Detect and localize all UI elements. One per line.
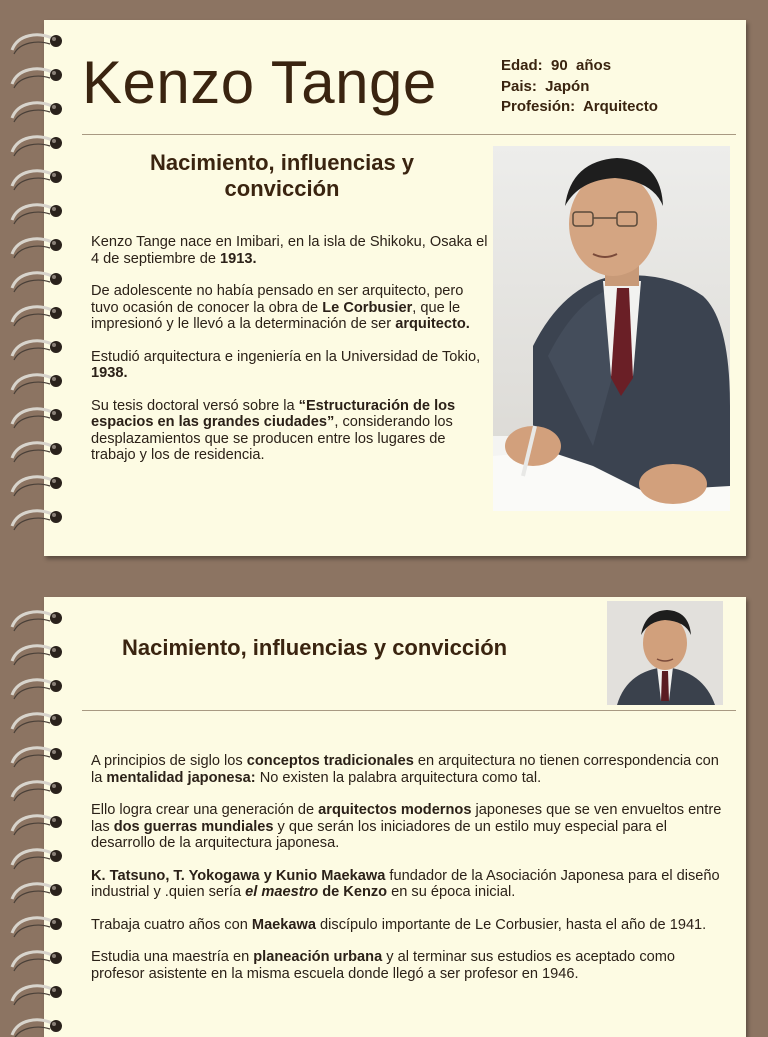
text-run: discípulo importante de Le Corbusier, hasta el año de 1941. — [316, 916, 707, 933]
paragraph — [91, 868, 731, 901]
text-run: Ello logra crear una generación de — [91, 802, 319, 818]
text-run: De adolescente no había pensado en ser arquitecto, pero tuvo ocasión de conocer la obra de — [91, 283, 464, 316]
spiral-binding-icon — [8, 597, 88, 1037]
text-run: Estudia una maestría en — [91, 949, 254, 965]
paragraph — [91, 234, 493, 267]
info-profession: Profesión: Arquitecto — [501, 98, 658, 115]
text-run: Trabaja cuatro años con — [91, 916, 252, 933]
slide-1 — [44, 20, 746, 556]
paragraph — [91, 283, 493, 333]
text-run: en arquitectura no tienen correspondencia con la — [91, 753, 719, 786]
divider — [82, 134, 736, 135]
paragraph — [91, 949, 731, 982]
section-heading-line-1: Nacimiento, influencias y — [149, 150, 415, 175]
section-heading-line-2: convicción — [224, 176, 340, 201]
text-run: y que serán los iniciadores de un estilo muy especial para el desarrollo de la arquitectura japonesa. — [91, 818, 667, 851]
paragraph — [91, 398, 493, 464]
emphasis-text: de Kenzo — [318, 884, 388, 900]
emphasis-text: Le Corbusier — [322, 299, 413, 316]
emphasis-text: conceptos tradicionales — [246, 753, 414, 769]
text-run: , que le impresionó y le llevó a la determinación de ser — [91, 299, 461, 332]
text-run: A principios de siglo los — [91, 753, 247, 769]
section-heading — [82, 150, 482, 202]
slide-2 — [44, 597, 746, 1037]
emphasis-text: 1938. — [91, 365, 128, 381]
paragraph — [91, 349, 493, 382]
text-run: , considerando los desplazamientos que se producen entre los lugares de trabajo y los de residencia. — [91, 414, 453, 463]
text-run: Kenzo Tange nace en Imibari, en la isla de Shikoku, Osaka el 4 de septiembre de — [91, 234, 488, 267]
text-run: en su época inicial. — [387, 884, 516, 900]
divider — [82, 710, 736, 711]
section-heading: Nacimiento, influencias y convicción — [122, 635, 508, 660]
emphasis-text: el maestro — [245, 884, 319, 900]
body-text — [91, 234, 493, 480]
portrait-illustration — [493, 146, 730, 511]
page-title: Kenzo Tange — [82, 49, 437, 116]
emphasis-text: K. Tatsuno, T. Yokogawa y Kunio Maekawa — [91, 867, 386, 884]
emphasis-text: dos guerras mundiales — [113, 818, 274, 835]
spiral-binding-icon — [8, 20, 88, 556]
portrait-photo — [493, 146, 730, 511]
emphasis-text: mentalidad japonesa: — [106, 769, 256, 786]
info-age: Edad: 90 años — [501, 57, 612, 74]
emphasis-text: 1913. — [220, 250, 257, 267]
emphasis-text: Maekawa — [251, 916, 316, 933]
info-box — [501, 56, 658, 118]
text-run: y al terminar sus estudios es aceptado como profesor asistente en la misma escuela donde llegó a ser profesor en 1946. — [91, 949, 676, 982]
emphasis-text: arquitectos modernos — [318, 802, 472, 818]
body-text — [91, 753, 731, 998]
emphasis-text: arquitecto. — [395, 316, 470, 332]
portrait-illustration — [607, 601, 723, 705]
text-run: japoneses que se ven envueltos entre las — [91, 802, 722, 835]
paragraph — [91, 753, 731, 786]
text-run: No existen la palabra arquitectura como tal. — [255, 769, 542, 786]
info-country: Pais: Japón — [501, 77, 590, 95]
text-run: Su tesis doctoral versó sobre la — [91, 397, 299, 414]
paragraph — [91, 802, 731, 852]
portrait-thumbnail — [607, 601, 723, 705]
emphasis-text: planeación urbana — [253, 949, 383, 965]
text-run: Estudió arquitectura e ingeniería en la Universidad de Tokio, — [91, 348, 481, 365]
paragraph — [91, 917, 731, 934]
text-run: fundador de la Asociación Japonesa para el diseño industrial y .quien sería — [91, 867, 720, 900]
emphasis-text: “Estructuración de los espacios en las grandes ciudades” — [91, 397, 456, 430]
